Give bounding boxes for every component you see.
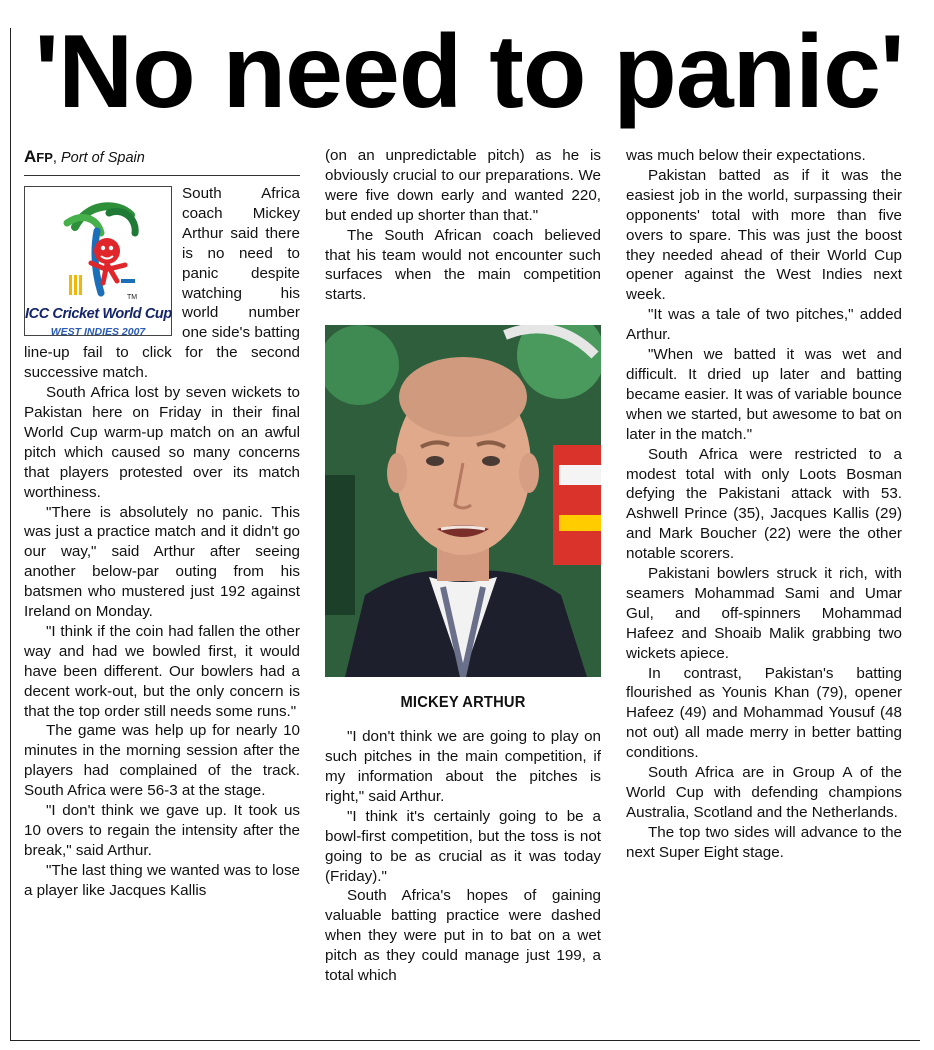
paragraph: The top two sides will advance to the next Super Eight stage.: [626, 823, 902, 861]
paragraph: was much below their expectations.: [626, 147, 866, 164]
paragraph: "There is absolutely no panic. This was just a practice match and it didn't go our way," said Arthur after seeing another below-par outing from his batsmen who mustered just 192 against Ireland on Monday.: [24, 503, 300, 621]
world-cup-mascot-icon: [57, 193, 141, 301]
logo-title: ICC Cricket World Cup: [25, 306, 172, 322]
paragraph: "I don't think we gave up. It took us 10 overs to regain the intensity after the break," said Arthur.: [24, 802, 300, 859]
trademark-mark: TM: [127, 294, 138, 301]
paragraph: South Africa were restricted to a modest total with only Loots Bosman defying the Pakistani attack with 53. Ashwell Prince (35), Jacques Kallis (29) and Mark Boucher (22) were the other notable scorers.: [626, 445, 902, 563]
article-column-3: [626, 146, 902, 863]
coach-portrait-icon: [325, 325, 601, 677]
paragraph: Pakistan batted as if it was the easiest job in the world, surpassing their opponents' total with more than five overs to spare. This was just the boost they needed ahead of their World Cup opener against the West Indies next week.: [626, 166, 902, 304]
headline: 'No need to panic': [34, 14, 904, 130]
paragraph: "The last thing we wanted was to lose a player like Jacques Kallis: [24, 861, 300, 899]
paragraph: (on an unpredictable pitch) as he is obviously crucial to our preparations. We were five down early and wanted 220, but ended up shorter than that.": [325, 147, 601, 224]
left-column-rule: [10, 28, 11, 1040]
coach-photo: [325, 325, 601, 677]
article-column-2: [325, 146, 601, 986]
paragraph: South Africa coach Mickey Arthur said there is no need to panic despite watching his world number one side's batting line-up fail to click for the second successive match.: [24, 185, 300, 382]
paragraph: "I don't think we are going to play on such pitches in the main competition, if my information about the pitches is right," said Arthur.: [325, 728, 601, 805]
agency-rest: FP: [36, 150, 53, 165]
logo-subtitle: WEST INDIES 2007: [50, 326, 146, 338]
paragraph: In contrast, Pakistan's batting flourished as Younis Khan (79), opener Hafeez (49) and Mohammad Yousuf (48 not out) all made merry in better batting conditions.: [626, 664, 902, 762]
dateline-place: Port of Spain: [60, 150, 145, 166]
paragraph: South Africa lost by seven wickets to Pakistan here on Friday in their final World Cup warm-up match on an awful pitch which caused so many concerns that players protested over its match worthiness.: [24, 384, 300, 501]
byline-separator: ,: [52, 150, 57, 166]
paragraph: "I think it's certainly going to be a bowl-first competition, but the toss is not going to be as crucial as it was today (Friday).": [325, 807, 601, 885]
paragraph: The game was help up for nearly 10 minutes in the morning session after the players had complained of the track. South Africa were 56-3 at the stage.: [24, 722, 300, 800]
paragraph: "When we batted it was wet and difficult. It dried up later and batting became easier. It was of variable bounce when we started, but awesome to bat on later in the match.": [626, 346, 902, 443]
byline: [24, 146, 300, 176]
paragraph: The South African coach believed that his team would not encounter such surfaces when the main competition starts.: [325, 226, 601, 304]
paragraph: South Africa's hopes of gaining valuable batting practice were dashed when they were put in to bat on a wet pitch as they could manage just 199, a total which: [325, 887, 601, 985]
paragraph: "It was a tale of two pitches," added Arthur.: [626, 306, 902, 344]
photo-caption: MICKEY ARTHUR: [400, 694, 526, 712]
paragraph: "I think if the coin had fallen the other way and had we bowled first, it would have been different. Our bowlers had a decent work-out, but the only concern is that the top order still needs some runs.": [24, 622, 300, 720]
article-column-1: [24, 146, 300, 901]
paragraph: Pakistani bowlers struck it rich, with seamers Mohammad Sami and Umar Gul, and off-spinners Mohammad Hafeez and Shoaib Malik grabbing two wickets apiece.: [626, 565, 902, 662]
bottom-rule: [10, 1040, 920, 1041]
agency-initial: A: [24, 147, 37, 166]
paragraph: South Africa are in Group A of the World Cup with defending champions Australia, Scotland and the Netherlands.: [626, 764, 902, 821]
world-cup-logo: [24, 186, 172, 336]
